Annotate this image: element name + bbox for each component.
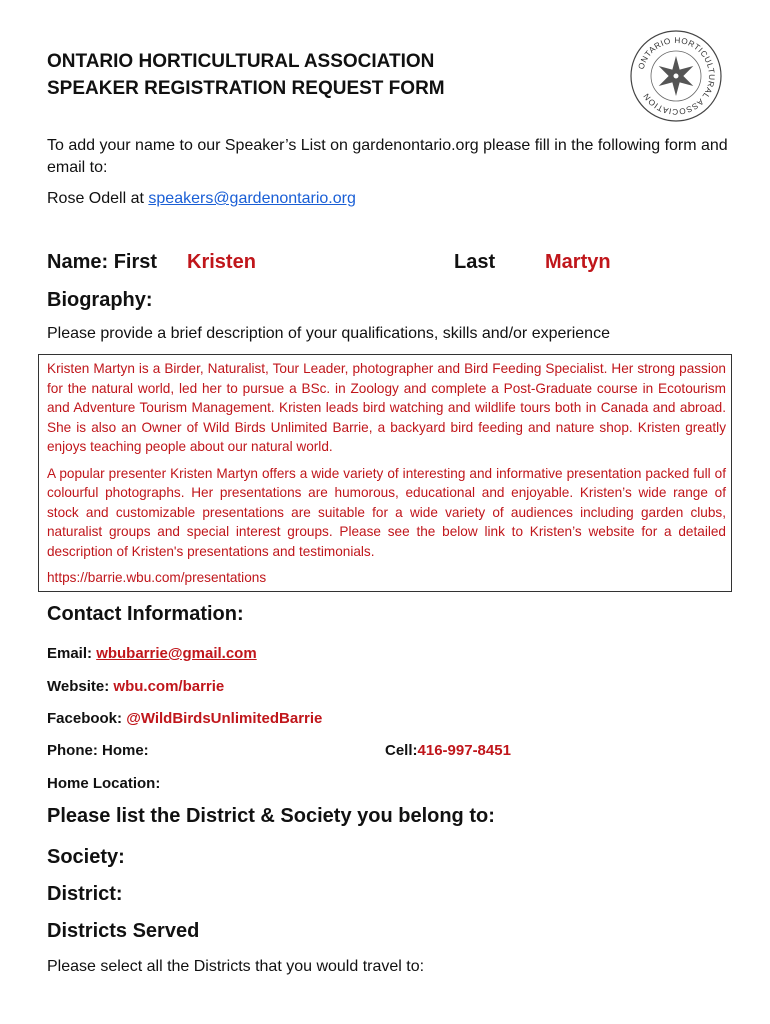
facebook-value[interactable]: @WildBirdsUnlimitedBarrie [126, 710, 323, 727]
speakers-email-link[interactable]: speakers@gardenontario.org [148, 190, 356, 207]
district-society-heading: Please list the District & Society you belong to: [47, 805, 495, 827]
title-line-2: SPEAKER REGISTRATION REQUEST FORM [47, 78, 445, 99]
contact-heading: Contact Information: [47, 603, 244, 625]
biography-paragraph-3: https://barrie.wbu.com/presentations [47, 570, 267, 585]
email-field [47, 645, 257, 662]
biography-heading: Biography: [47, 289, 153, 311]
website-value[interactable]: wbu.com/barrie [113, 678, 225, 695]
cell-field [385, 742, 511, 759]
cell-value[interactable]: 416-997-8451 [417, 742, 511, 759]
website-label: Website: [47, 678, 114, 695]
districts-served-heading: Districts Served [47, 920, 200, 942]
last-name-label: Last [454, 251, 496, 273]
website-field [47, 678, 224, 695]
title-line-1: ONTARIO HORTICULTURAL ASSOCIATION [47, 51, 435, 72]
home-location-label: Home Location: [47, 775, 161, 792]
form-title [47, 48, 445, 102]
email-value[interactable]: wbubarrie@gmail.com [96, 645, 257, 662]
biography-paragraph-1: Kristen Martyn is a Birder, Naturalist, Tour Leader, photographer and Bird Feeding Specialist. Her strong passion for the natural world, led her to pursue a BSc. in Zoology and complete a Post-Graduate course in Ecotourism and Adventure Tourism Management. Kristen leads bird watching and wildlife tours both in Canada and abroad. She is also an Owner of Wild Birds Unlimited Barrie, a backyard bird feeding and nature shop. Kristen greatly enjoys teaching people about our natural world. [47, 361, 726, 454]
contact-line [47, 190, 356, 208]
cell-label: Cell: [385, 742, 418, 759]
oha-logo [629, 29, 723, 123]
biography-paragraph-2: A popular presenter Kristen Martyn offers a wide variety of interesting and informative presentation packed full of colourful photographs. Her presentations are humorous, educational and enjoyable. Kristen’s wide range of stock and customizable presentations are suitable for a wide variety of audiences including garden clubs, naturalist groups and special interest groups. Please see the below link to Kristen’s website for a detailed description of Kristen's presentations and testimonials. [47, 465, 726, 559]
home-phone-label: Phone: Home: [47, 742, 149, 759]
intro-text: To add your name to our Speaker’s List on gardenontario.org please fill in the following form and email to: [47, 137, 728, 176]
society-label: Society: [47, 846, 125, 868]
district-label: District: [47, 883, 123, 905]
facebook-field [47, 710, 322, 727]
first-name-value[interactable]: Kristen [187, 251, 256, 273]
biography-textbox[interactable] [38, 354, 732, 592]
last-name-value[interactable]: Martyn [545, 251, 611, 273]
email-label: Email: [47, 645, 97, 662]
logo-ring-text: ONTARIO HORTICULTURAL ASSOCIATION [636, 35, 717, 117]
contact-prefix: Rose Odell at [47, 190, 149, 207]
districts-served-note: Please select all the Districts that you would travel to: [47, 958, 425, 975]
biography-prompt: Please provide a brief description of your qualifications, skills and/or experience [47, 325, 610, 342]
facebook-label: Facebook: [47, 710, 127, 727]
first-name-label: Name: First [47, 251, 158, 273]
